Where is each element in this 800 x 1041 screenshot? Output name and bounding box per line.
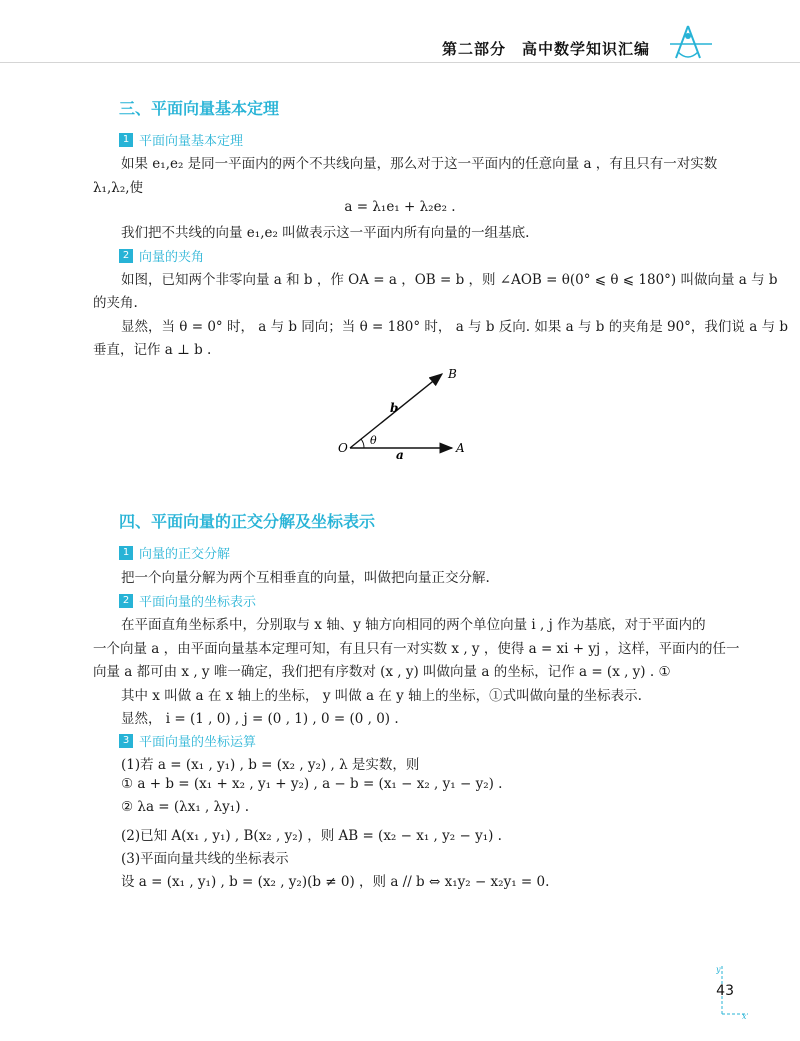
compass-ruler-icon — [668, 22, 714, 62]
text-line: (1)若 a = (x₁ , y₁) , b = (x₂ , y₂) , λ 是实数，则 — [121, 757, 420, 773]
subsection-title: 向量的正交分解 — [139, 547, 231, 562]
text-line: 其中 x 叫做 a 在 x 轴上的坐标， y 叫做 a 在 y 轴上的坐标，①式叫做向量的坐标表示. — [121, 688, 642, 704]
text-line: 垂直，记作 a ⊥ b . — [93, 342, 212, 358]
page-header-title: 第二部分 高中数学知识汇编 — [441, 40, 650, 58]
text-line: 我们把不共线的向量 e₁,e₂ 叫做表示这一平面内所有向量的一组基底. — [121, 225, 530, 241]
subsection-orthogonal — [119, 543, 230, 562]
text-line: 向量 a 都可由 x , y 唯一确定，我们把有序数对 (x , y) 叫做向量 a 的坐标，记作 a = (x , y) . ① — [93, 664, 671, 680]
label-theta: θ — [370, 434, 377, 447]
label-O: O — [338, 441, 348, 455]
subsection-title: 平面向量基本定理 — [139, 134, 244, 149]
axis-y-label: y — [716, 965, 721, 974]
text-line: (3)平面向量共线的坐标表示 — [121, 851, 289, 867]
text-line: 显然， i = (1 , 0) , j = (0 , 1) , 0 = (0 , 0) . — [121, 711, 399, 727]
subsection-badge: 1 — [119, 546, 133, 560]
text-line: 设 a = (x₁ , y₁) , b = (x₂ , y₂)(b ≠ 0) ，则 a // b ⇔ x₁y₂ − x₂y₁ = 0. — [121, 874, 550, 890]
header-divider — [0, 62, 800, 63]
subsection-basic-theorem — [119, 130, 243, 149]
angle-arc — [361, 439, 364, 448]
axis-x-label: x — [742, 1012, 747, 1020]
text-line: (2)已知 A(x₁ , y₁) , B(x₂ , y₂) ，则 AB = (x₂ − x₁ , y₂ − y₁) . — [121, 828, 502, 844]
label-a: a — [396, 448, 404, 462]
text-line: 一个向量 a ，由平面向量基本定理可知，有且只有一对实数 x , y ，使得 a = xi + yj ，这样，平面内的任一 — [93, 641, 740, 657]
subsection-title: 平面向量的坐标表示 — [139, 595, 257, 610]
text-line: 把一个向量分解为两个互相垂直的向量，叫做把向量正交分解. — [121, 570, 490, 586]
subsection-title: 向量的夹角 — [139, 250, 205, 265]
subsection-operations — [119, 731, 256, 750]
formula-line: a = λ₁e₁ + λ₂e₂ . — [344, 199, 456, 215]
text-line: 如图，已知两个非零向量 a 和 b ，作 OA = a ，OB = b ，则 ∠AOB = θ(0° ⩽ θ ⩽ 180°) 叫做向量 a 与 b — [121, 272, 778, 288]
page-number: 43 — [716, 983, 734, 999]
subsection-badge: 2 — [119, 594, 133, 608]
text-line: 显然，当 θ = 0° 时， a 与 b 同向；当 θ = 180° 时， a 与 b 反向. 如果 a 与 b 的夹角是 90°，我们说 a 与 b — [121, 319, 788, 335]
text-line: λ₁,λ₂,使 — [93, 180, 144, 196]
subsection-coordinates — [119, 591, 256, 610]
subsection-badge: 2 — [119, 249, 133, 263]
text-line: 如果 e₁,e₂ 是同一平面内的两个不共线向量，那么对于这一平面内的任意向量 a ，有且只有一对实数 — [121, 156, 718, 172]
text-line: 在平面直角坐标系中，分别取与 x 轴、y 轴方向相同的两个单位向量 i , j 作为基底，对于平面内的 — [121, 617, 706, 633]
text-line: ① a + b = (x₁ + x₂ , y₁ + y₂) , a − b = (x₁ − x₂ , y₁ − y₂) . — [121, 776, 503, 792]
vector-angle-figure — [330, 362, 490, 462]
text-line: 的夹角. — [93, 295, 138, 311]
label-B: B — [448, 367, 457, 381]
label-b: b — [390, 401, 399, 415]
subsection-title: 平面向量的坐标运算 — [139, 735, 257, 750]
subsection-angle — [119, 246, 204, 265]
section-heading-4: 四、平面向量的正交分解及坐标表示 — [119, 512, 376, 531]
section-heading-3: 三、平面向量基本定理 — [119, 99, 280, 118]
text-line: ② λa = (λx₁ , λy₁) . — [121, 799, 250, 815]
label-A: A — [456, 441, 465, 455]
subsection-badge: 1 — [119, 133, 133, 147]
subsection-badge: 3 — [119, 734, 133, 748]
